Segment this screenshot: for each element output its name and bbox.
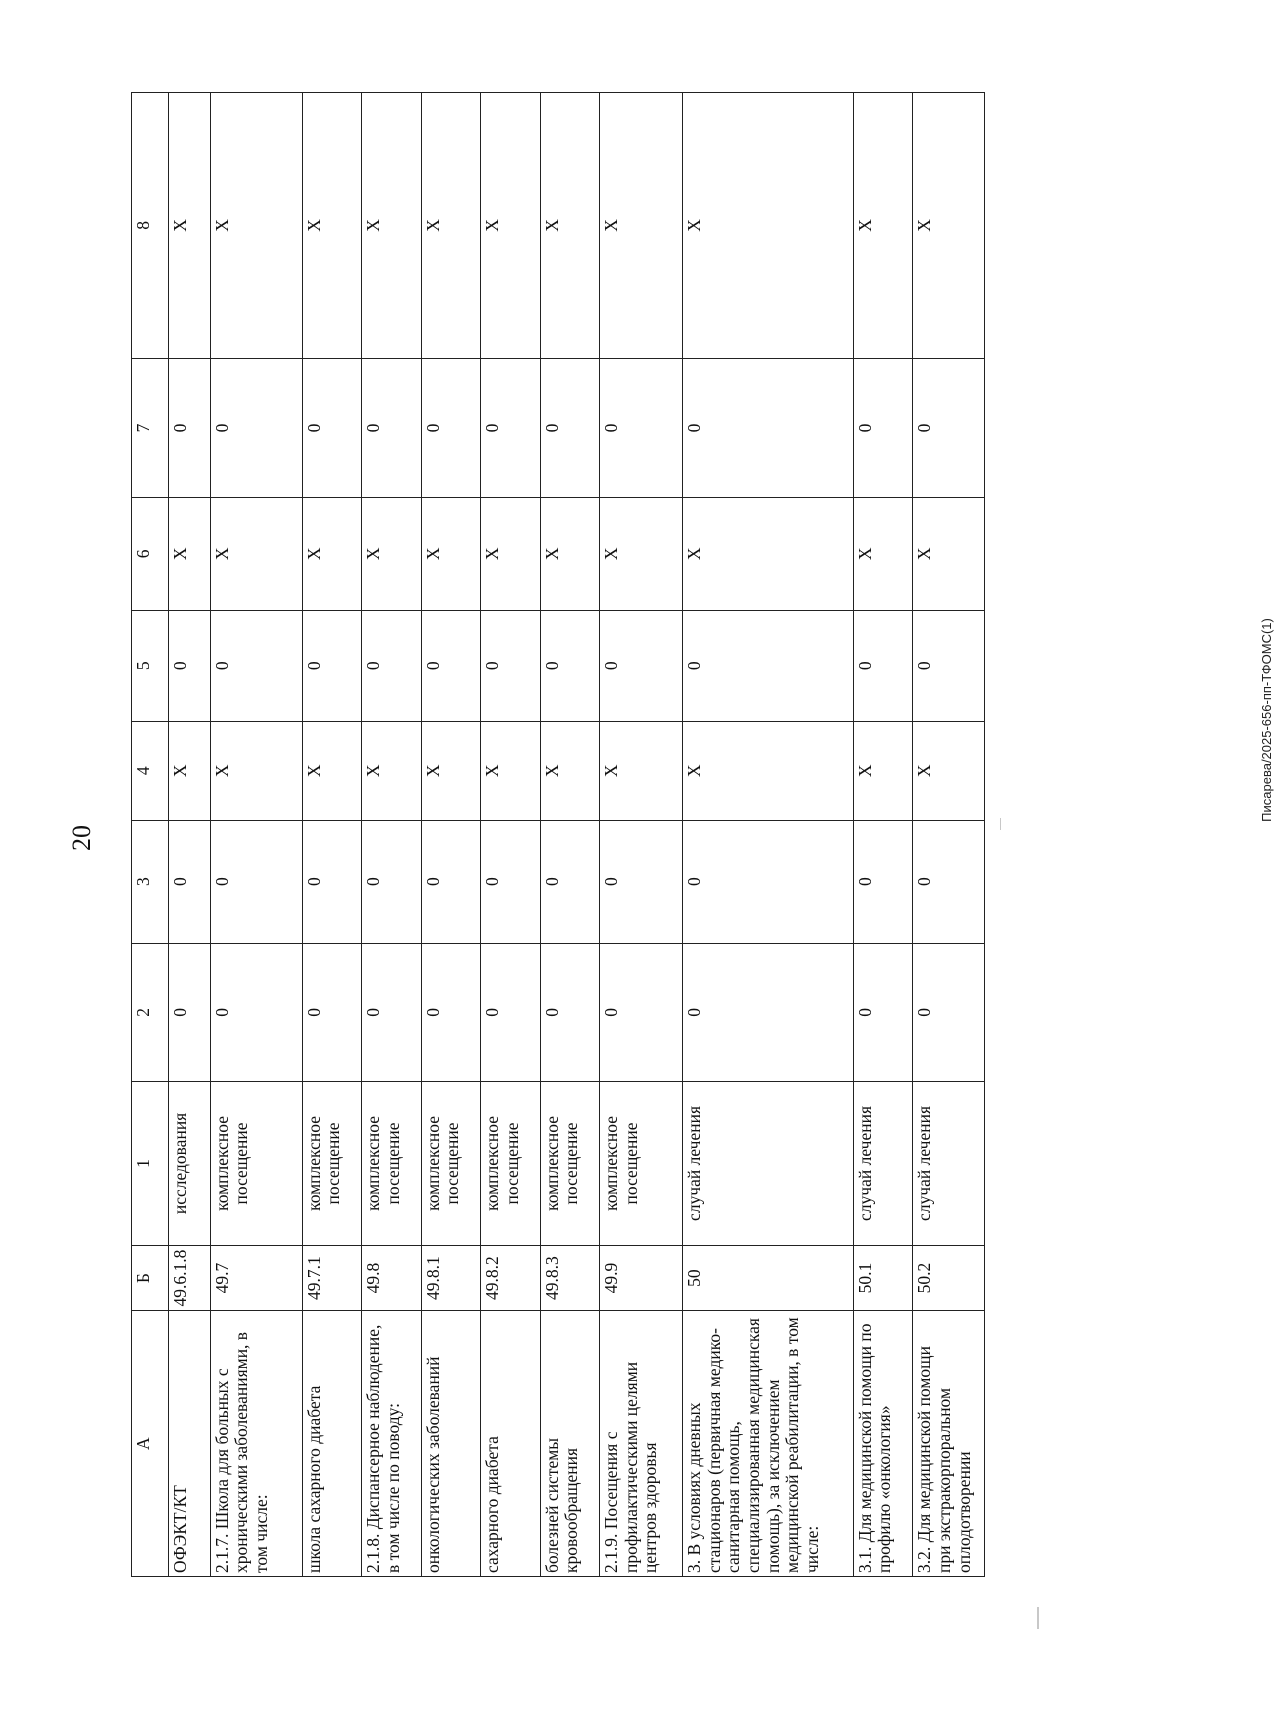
column-header: Б bbox=[132, 1245, 169, 1310]
document-footer: Писарева/2025-656-пп-ТФОМС(1) bbox=[1259, 618, 1274, 822]
table-cell: 0 bbox=[853, 943, 913, 1081]
table-cell: 0 bbox=[362, 358, 422, 497]
table-cell: 0 bbox=[169, 358, 211, 497]
table-row bbox=[421, 93, 481, 1577]
row-label-cell: 3. В условиях дневных стационаров (первичная медико-санитарная помощь, специализированная медицинская помощь), за исключением медицинской реабилитации, в том числе: bbox=[683, 1311, 854, 1577]
table-cell: 49.8.2 bbox=[481, 1245, 541, 1310]
row-label-cell: сахарного диабета bbox=[481, 1311, 541, 1577]
column-header: 1 bbox=[132, 1082, 169, 1246]
table-cell: случай лечения bbox=[853, 1082, 913, 1246]
table-cell: Х bbox=[362, 93, 422, 359]
row-label-cell: ОФЭКТ/КТ bbox=[169, 1311, 211, 1577]
table-cell: 0 bbox=[481, 610, 541, 721]
row-label-cell: 2.1.9. Посещения с профилактическими целями центров здоровья bbox=[600, 1311, 683, 1577]
table-row bbox=[853, 93, 913, 1577]
table-cell: 0 bbox=[302, 820, 362, 943]
row-label-cell: школа сахарного диабета bbox=[302, 1311, 362, 1577]
table-cell: 0 bbox=[913, 820, 985, 943]
table-cell: 0 bbox=[169, 943, 211, 1081]
table-cell: 0 bbox=[210, 820, 302, 943]
table-cell: 49.8.3 bbox=[540, 1245, 600, 1310]
table-cell: Х bbox=[481, 498, 541, 611]
table-cell: 0 bbox=[421, 610, 481, 721]
table-cell: Х bbox=[210, 722, 302, 821]
table-cell: 0 bbox=[421, 358, 481, 497]
table-cell: 0 bbox=[600, 820, 683, 943]
table-cell: Х bbox=[853, 498, 913, 611]
column-header: 8 bbox=[132, 93, 169, 359]
column-header: А bbox=[132, 1311, 169, 1577]
table-cell: 0 bbox=[210, 358, 302, 497]
table-cell: 0 bbox=[421, 820, 481, 943]
table-cell: 0 bbox=[169, 820, 211, 943]
column-header: 7 bbox=[132, 358, 169, 497]
table-cell: 0 bbox=[302, 943, 362, 1081]
table-cell: 0 bbox=[540, 820, 600, 943]
column-header: 5 bbox=[132, 610, 169, 721]
table-row bbox=[540, 93, 600, 1577]
table-cell: Х bbox=[302, 722, 362, 821]
table-row bbox=[683, 93, 854, 1577]
table-cell: Х bbox=[683, 498, 854, 611]
table-cell: 50.1 bbox=[853, 1245, 913, 1310]
table-cell: 0 bbox=[913, 943, 985, 1081]
table-cell: Х bbox=[421, 722, 481, 821]
column-header: 6 bbox=[132, 498, 169, 611]
table-cell: 49.8 bbox=[362, 1245, 422, 1310]
scan-mark bbox=[1000, 818, 1001, 830]
table-cell: 0 bbox=[302, 610, 362, 721]
table-cell: 49.8.1 bbox=[421, 1245, 481, 1310]
table-cell: 0 bbox=[362, 610, 422, 721]
table-cell: Х bbox=[913, 498, 985, 611]
table-cell: 0 bbox=[853, 358, 913, 497]
table-cell: Х bbox=[362, 498, 422, 611]
table-cell: 0 bbox=[362, 820, 422, 943]
table-cell: комплексное посещение bbox=[210, 1082, 302, 1246]
table-cell: 0 bbox=[210, 943, 302, 1081]
table-cell: Х bbox=[600, 93, 683, 359]
table-cell: Х bbox=[683, 93, 854, 359]
table-cell: Х bbox=[210, 498, 302, 611]
row-label-cell: болезней системы кровообращения bbox=[540, 1311, 600, 1577]
header-row bbox=[132, 93, 169, 1577]
table-cell: Х bbox=[210, 93, 302, 359]
data-table bbox=[131, 92, 985, 1577]
table-cell: Х bbox=[362, 722, 422, 821]
table-cell: комплексное посещение bbox=[600, 1082, 683, 1246]
table-cell: Х bbox=[302, 498, 362, 611]
page-number: 20 bbox=[67, 825, 96, 851]
table-cell: 49.9 bbox=[600, 1245, 683, 1310]
table-cell: комплексное посещение bbox=[540, 1082, 600, 1246]
table-cell: Х bbox=[302, 93, 362, 359]
table-body bbox=[132, 93, 985, 1577]
table-cell: Х bbox=[540, 722, 600, 821]
table-cell: Х bbox=[169, 722, 211, 821]
table-cell: случай лечения bbox=[913, 1082, 985, 1246]
table-cell: Х bbox=[481, 722, 541, 821]
table-cell: 0 bbox=[481, 358, 541, 497]
table-cell: 49.6.1.8 bbox=[169, 1245, 211, 1310]
table-cell: Х bbox=[853, 722, 913, 821]
table-cell: исследования bbox=[169, 1082, 211, 1246]
table-row bbox=[210, 93, 302, 1577]
table-cell: 0 bbox=[600, 610, 683, 721]
table-cell: Х bbox=[169, 498, 211, 611]
column-header: 2 bbox=[132, 943, 169, 1081]
table-cell: Х bbox=[540, 498, 600, 611]
table-cell: 49.7.1 bbox=[302, 1245, 362, 1310]
table-cell: Х bbox=[683, 722, 854, 821]
table-cell: 0 bbox=[853, 820, 913, 943]
table-cell: Х bbox=[913, 93, 985, 359]
row-label-cell: 2.1.7. Школа для больных с хроническими заболеваниями, в том числе: bbox=[210, 1311, 302, 1577]
table-cell: 0 bbox=[210, 610, 302, 721]
table-cell: Х bbox=[169, 93, 211, 359]
table-cell: комплексное посещение bbox=[302, 1082, 362, 1246]
row-label-cell: 3.1. Для медицинской помощи по профилю «онкология» bbox=[853, 1311, 913, 1577]
table-cell: Х bbox=[853, 93, 913, 359]
table-cell: Х bbox=[913, 722, 985, 821]
table-cell: 0 bbox=[683, 820, 854, 943]
table-cell: Х bbox=[421, 498, 481, 611]
table-row bbox=[600, 93, 683, 1577]
column-header: 3 bbox=[132, 820, 169, 943]
row-label-cell: 3.2. Для медицинской помощи при экстракорпоральном оплодотворении bbox=[913, 1311, 985, 1577]
table-cell: 49.7 bbox=[210, 1245, 302, 1310]
table-cell: 50.2 bbox=[913, 1245, 985, 1310]
table-row bbox=[302, 93, 362, 1577]
table-row bbox=[362, 93, 422, 1577]
table-cell: комплексное посещение bbox=[362, 1082, 422, 1246]
table-cell: 0 bbox=[302, 358, 362, 497]
table-cell: 0 bbox=[683, 943, 854, 1081]
table-cell: 0 bbox=[540, 610, 600, 721]
table-cell: комплексное посещение bbox=[481, 1082, 541, 1246]
row-label-cell: онкологических заболеваний bbox=[421, 1311, 481, 1577]
table-cell: 0 bbox=[481, 820, 541, 943]
table-row bbox=[169, 93, 211, 1577]
table-cell: 0 bbox=[481, 943, 541, 1081]
table-row bbox=[913, 93, 985, 1577]
table-cell: 0 bbox=[362, 943, 422, 1081]
table-cell: Х bbox=[421, 93, 481, 359]
table-cell: случай лечения bbox=[683, 1082, 854, 1246]
table-cell: 0 bbox=[540, 358, 600, 497]
table-cell: 50 bbox=[683, 1245, 854, 1310]
table-cell: 0 bbox=[683, 610, 854, 721]
table-cell: 0 bbox=[169, 610, 211, 721]
scan-mark bbox=[1037, 1607, 1039, 1629]
table-cell: Х bbox=[540, 93, 600, 359]
table-cell: 0 bbox=[853, 610, 913, 721]
table-cell: 0 bbox=[600, 943, 683, 1081]
table-cell: 0 bbox=[600, 358, 683, 497]
column-header: 4 bbox=[132, 722, 169, 821]
table-cell: 0 bbox=[421, 943, 481, 1081]
table-cell: 0 bbox=[683, 358, 854, 497]
table-cell: 0 bbox=[540, 943, 600, 1081]
table-cell: Х bbox=[600, 722, 683, 821]
table-cell: 0 bbox=[913, 358, 985, 497]
table-cell: Х bbox=[481, 93, 541, 359]
table-row bbox=[481, 93, 541, 1577]
table-container bbox=[131, 92, 985, 1577]
table-cell: Х bbox=[600, 498, 683, 611]
row-label-cell: 2.1.8. Диспансерное наблюдение, в том числе по поводу: bbox=[362, 1311, 422, 1577]
table-cell: комплексное посещение bbox=[421, 1082, 481, 1246]
table-cell: 0 bbox=[913, 610, 985, 721]
